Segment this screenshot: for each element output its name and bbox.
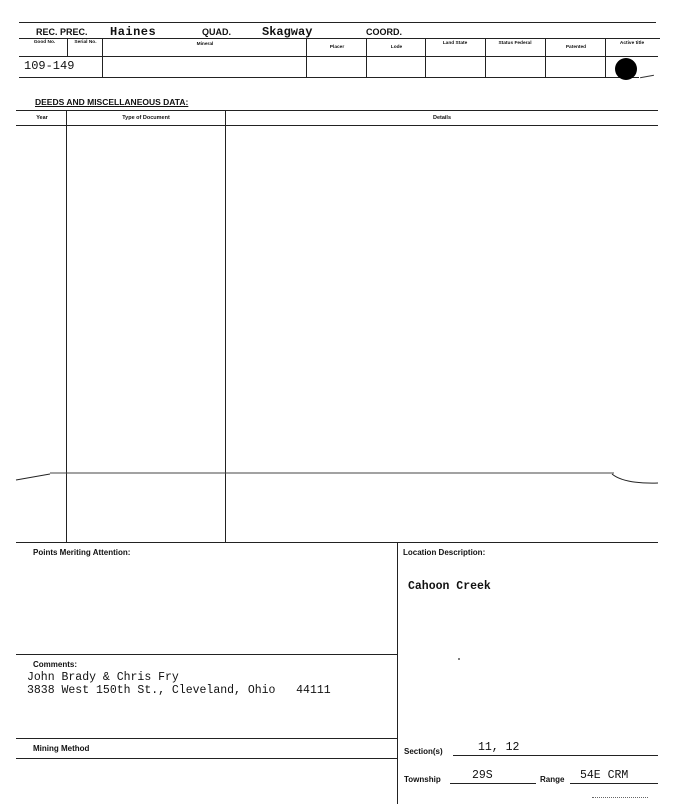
good-no-value: 109-149 (24, 59, 75, 73)
comments-line-1: John Brady & Chris Fry (27, 671, 179, 684)
points-bottom-rule (16, 654, 397, 655)
rec-prec-value: Haines (110, 25, 157, 39)
sections-line (453, 755, 658, 756)
comments-label: Comments: (33, 660, 78, 669)
coord-label: COORD. (366, 27, 402, 37)
header-rule (19, 38, 660, 39)
quad-label: QUAD. (202, 27, 231, 37)
range-label: Range (540, 775, 565, 784)
mining-method-rule (16, 758, 397, 759)
col-sep (67, 38, 68, 56)
deeds-header-rule (16, 125, 658, 126)
location-label: Location Description: (403, 548, 486, 557)
col-placer: Placer (329, 45, 345, 50)
col-mineral: Mineral (196, 42, 214, 47)
fold-line (14, 462, 660, 492)
deeds-bottom-rule (16, 542, 658, 543)
mining-method-label: Mining Method (33, 744, 90, 753)
scan-artifact (592, 797, 648, 798)
deeds-col-details: Details (432, 115, 452, 121)
col-active-title: Active title (619, 41, 645, 46)
range-value: 54E CRM (580, 769, 629, 782)
sections-value: 11, 12 (478, 741, 520, 754)
col-land-state: Land State (442, 41, 468, 46)
col-status-federal: Status Federal (498, 41, 532, 46)
header-columns-rule (19, 56, 658, 57)
location-value: Cahoon Creek (408, 580, 491, 593)
lower-divider (397, 542, 398, 804)
active-title-mark (615, 58, 637, 80)
deeds-col-type: Type of Document (122, 115, 170, 121)
col-sep (545, 38, 546, 77)
speck (458, 658, 460, 660)
range-line (570, 783, 658, 784)
deeds-title: DEEDS AND MISCELLANEOUS DATA: (35, 97, 189, 107)
header-top-rule (19, 22, 656, 23)
deeds-col-year: Year (36, 115, 48, 121)
points-label: Points Meriting Attention: (33, 548, 131, 557)
col-sep (425, 38, 426, 77)
township-value: 29S (472, 769, 493, 782)
rec-prec-label: REC. PREC. (36, 27, 88, 37)
col-sep (306, 38, 307, 77)
comments-line-2: 3838 West 150th St., Cleveland, Ohio 44111 (27, 684, 331, 697)
col-lode: Lode (390, 45, 403, 50)
col-sep (366, 38, 367, 77)
quad-value: Skagway (262, 25, 313, 39)
township-line (450, 783, 536, 784)
torn-edge-mark (640, 75, 654, 78)
sections-label: Section(s) (404, 747, 443, 756)
col-sep (605, 38, 606, 77)
col-patented: Patented (565, 45, 587, 50)
col-sep (485, 38, 486, 77)
township-label: Township (404, 775, 441, 784)
deeds-top-rule (16, 110, 658, 111)
header-bottom-rule (19, 77, 639, 78)
col-serial-no: Serial No. (74, 40, 97, 45)
comments-bottom-rule (16, 738, 397, 739)
col-sep (102, 38, 103, 77)
col-good-no: Good No. (33, 40, 56, 45)
